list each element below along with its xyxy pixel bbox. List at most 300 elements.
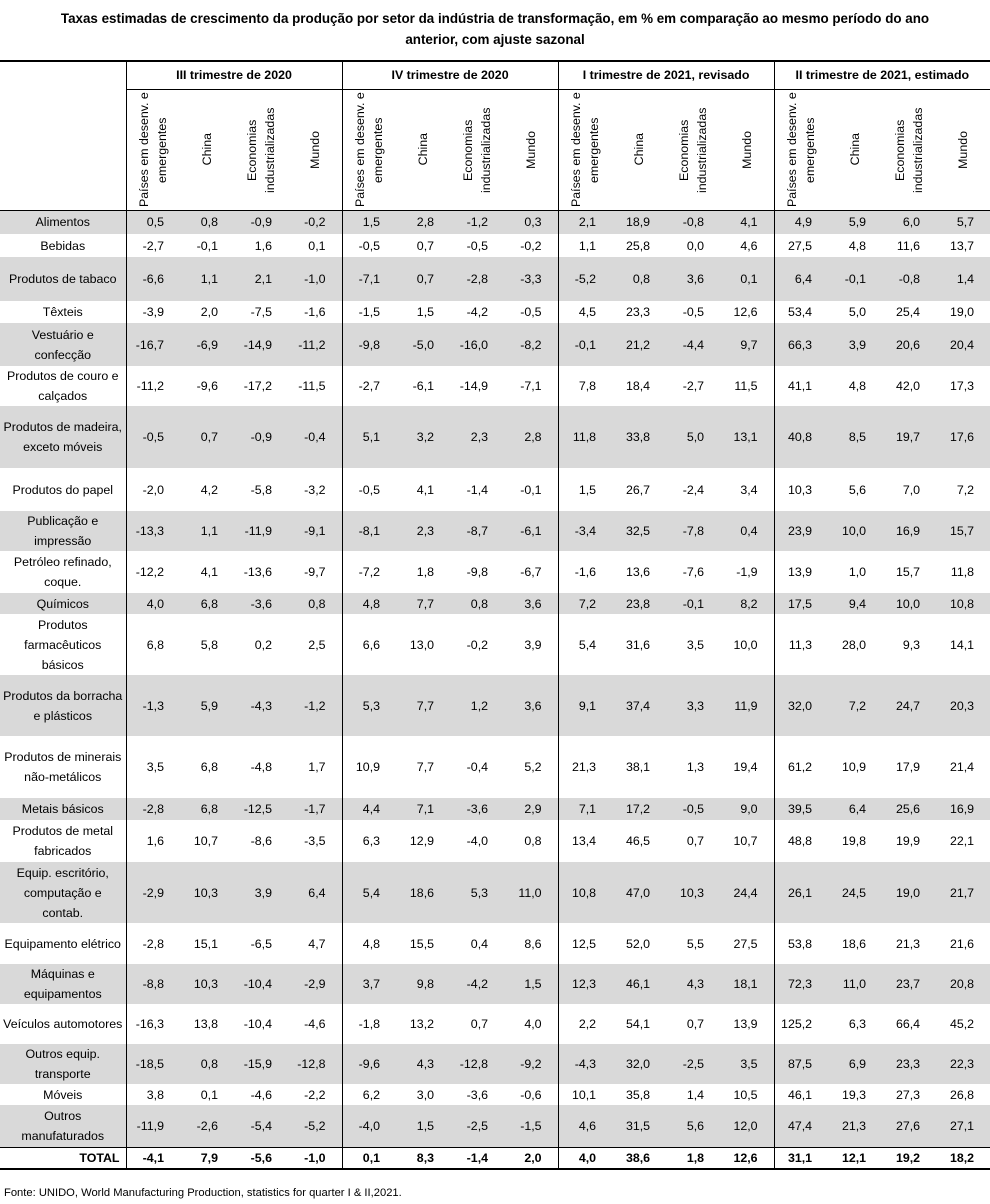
source-note: Fonte: UNIDO, World Manufacturing Production, statistics for quarter I & II,2021. (4, 1187, 402, 1199)
value-cell: 19,3 (841, 1087, 867, 1102)
value-cell: -8,7 (450, 511, 504, 551)
value-cell: -18,5 (126, 1044, 180, 1084)
value-cell: 7,1 (558, 798, 612, 820)
value-cell: 14,1 (949, 637, 975, 652)
value-cell: -3,3 (504, 257, 558, 301)
value-cell: 17,9 (895, 760, 921, 774)
value-cell: 13,7 (949, 238, 975, 253)
value-cell: -16,0 (450, 323, 504, 366)
value-cell: 6,8 (180, 593, 234, 614)
quarter-header: IV trimestre de 2020 (342, 61, 558, 89)
column-header-label: China (632, 133, 647, 166)
value-cell: -2,6 (180, 1105, 234, 1147)
column-header-label: Países em desenv. e emergentes (353, 92, 386, 207)
table-row (0, 366, 990, 406)
value-cell: 13,9 (720, 1004, 774, 1044)
value-cell: 11,8 (558, 406, 612, 468)
value-cell: -6,1 (504, 511, 558, 551)
value-cell: 23,7 (882, 964, 936, 1004)
value-cell: 38,1 (625, 760, 651, 774)
value-cell: 25,6 (882, 798, 936, 820)
value-cell: -0,6 (504, 1084, 558, 1105)
value-cell: 27,5 (787, 238, 813, 253)
value-cell: 5,0 (666, 406, 720, 468)
value-cell: -17,2 (243, 379, 272, 393)
value-cell: 27,6 (882, 1105, 936, 1147)
table-row (0, 964, 990, 1004)
value-cell: 7,2 (558, 593, 612, 614)
row-label: Metais básicos (0, 798, 126, 820)
value-cell: 5,3 (450, 862, 504, 923)
value-cell: 32,0 (612, 1044, 666, 1084)
value-cell: 16,9 (882, 511, 936, 551)
column-header-label: Países em desenv. e emergentes (785, 92, 818, 207)
value-cell: 8,6 (504, 923, 558, 964)
value-cell: -0,8 (666, 210, 720, 234)
value-cell: -4,2 (450, 964, 504, 1004)
value-cell: 6,4 (828, 798, 882, 820)
value-cell: 10,0 (720, 614, 774, 675)
value-cell: -3,4 (558, 511, 612, 551)
value-cell: 46,5 (625, 834, 651, 848)
value-cell: 17,2 (612, 798, 666, 820)
value-cell: -5,2 (288, 1105, 342, 1147)
value-cell: 0,7 (416, 238, 435, 253)
value-cell: 4,3 (666, 964, 720, 1004)
value-cell: 23,3 (882, 1044, 936, 1084)
column-header-label: China (200, 133, 214, 166)
quarter-header-row (0, 61, 990, 89)
value-cell: 5,9 (828, 210, 882, 234)
value-cell: -5,0 (396, 323, 450, 366)
table-row (0, 1004, 990, 1044)
value-cell: 18,4 (625, 379, 651, 393)
table-row (0, 257, 990, 301)
value-cell: 35,8 (625, 1087, 651, 1102)
value-cell: 13,4 (571, 834, 597, 848)
value-cell: 0,7 (180, 406, 234, 468)
value-cell: -2,7 (682, 379, 705, 393)
value-cell: 6,8 (146, 637, 164, 652)
value-cell: -12,2 (135, 565, 164, 579)
value-cell: -11,2 (288, 323, 342, 366)
value-cell: 9,1 (558, 675, 612, 736)
value-cell: 0,2 (254, 637, 272, 652)
value-cell: 15,5 (409, 936, 435, 951)
value-cell: 8,3 (396, 1147, 450, 1169)
value-cell: 25,4 (895, 305, 921, 319)
value-cell: 9,8 (396, 964, 450, 1004)
value-cell: 3,9 (504, 614, 558, 675)
value-cell: 1,8 (666, 1147, 720, 1169)
value-cell: 4,0 (558, 1147, 612, 1169)
value-cell: 0,1 (200, 1087, 218, 1102)
column-header-label: Economias industrializadas (893, 106, 926, 193)
table-row (0, 614, 990, 675)
value-cell: 6,4 (288, 862, 342, 923)
value-cell: 7,9 (180, 1147, 234, 1169)
value-cell: 33,8 (612, 406, 666, 468)
value-cell: 4,1 (416, 482, 435, 497)
value-cell: 13,0 (409, 637, 435, 652)
value-cell: -4,8 (250, 760, 272, 774)
value-cell: -6,6 (126, 257, 180, 301)
row-label: Vestuário e confecção (0, 323, 126, 366)
value-cell: -8,1 (342, 511, 396, 551)
quarter-header: II trimestre de 2021, estimado (774, 61, 990, 89)
column-header (720, 89, 774, 210)
value-cell: 5,6 (848, 482, 867, 497)
value-cell: 5,6 (666, 1105, 720, 1147)
value-cell: 21,3 (571, 760, 597, 774)
value-cell: 1,0 (848, 565, 867, 579)
value-cell: 7,2 (828, 675, 882, 736)
value-cell: 1,1 (578, 238, 597, 253)
table-row (0, 675, 990, 736)
column-header (882, 89, 936, 210)
value-cell: 5,0 (848, 305, 867, 319)
value-cell: -1,2 (450, 210, 504, 234)
value-cell: -13,6 (243, 565, 272, 579)
value-cell: 7,7 (396, 593, 450, 614)
value-cell: 1,4 (686, 1087, 705, 1102)
value-cell: 7,0 (902, 482, 921, 497)
row-label: Móveis (0, 1084, 126, 1105)
value-cell: 25,8 (625, 238, 651, 253)
value-cell: -1,9 (720, 551, 774, 593)
value-cell: -0,2 (466, 637, 489, 652)
quarter-header: I trimestre de 2021, revisado (558, 61, 774, 89)
value-cell: -0,1 (828, 257, 882, 301)
total-row (0, 1147, 990, 1169)
table-row (0, 323, 990, 366)
column-header (558, 89, 612, 210)
column-header-label: Países em desenv. e emergentes (137, 92, 170, 207)
value-cell: -12,5 (234, 798, 288, 820)
table-row (0, 820, 990, 862)
value-cell: 9,0 (720, 798, 774, 820)
value-cell: 11,0 (828, 964, 882, 1004)
column-header-label: China (416, 133, 431, 166)
value-cell: 1,1 (180, 257, 234, 301)
value-cell: 12,6 (720, 301, 774, 323)
value-cell: -2,7 (358, 379, 381, 393)
value-cell: 0,7 (396, 257, 450, 301)
row-label: Produtos de metal fabricados (0, 820, 126, 862)
value-cell: 6,0 (882, 210, 936, 234)
value-cell: -14,9 (234, 323, 288, 366)
value-cell: -12,8 (450, 1044, 504, 1084)
value-cell: -6,7 (504, 551, 558, 593)
column-header (396, 89, 450, 210)
value-cell: 10,8 (558, 862, 612, 923)
value-cell: -9,1 (288, 511, 342, 551)
value-cell: 2,2 (578, 1017, 597, 1031)
value-cell: 3,4 (720, 468, 774, 511)
value-cell: -9,8 (466, 565, 489, 579)
value-cell: 3,5 (146, 760, 164, 774)
value-cell: 22,1 (949, 834, 975, 848)
value-cell: 11,6 (896, 238, 921, 253)
value-cell: -5,4 (234, 1105, 288, 1147)
value-cell: -1,5 (504, 1105, 558, 1147)
value-cell: 3,9 (234, 862, 288, 923)
value-cell: 23,3 (625, 305, 651, 319)
value-cell: 21,4 (949, 760, 975, 774)
column-header (936, 89, 990, 210)
value-cell: -1,7 (288, 798, 342, 820)
table-row (0, 301, 990, 323)
value-cell: 4,2 (200, 482, 218, 497)
value-cell: 26,1 (774, 862, 828, 923)
column-header (612, 89, 666, 210)
value-cell: 19,2 (882, 1147, 936, 1169)
value-cell: -13,3 (126, 511, 180, 551)
value-cell: -5,2 (558, 257, 612, 301)
title-line-2: anterior, com ajuste sazonal (405, 32, 585, 47)
value-cell: 19,0 (882, 862, 936, 923)
value-cell: 0,7 (686, 1017, 705, 1031)
value-cell: 24,7 (882, 675, 936, 736)
value-cell: 19,4 (720, 736, 774, 798)
value-cell: 6,3 (362, 834, 381, 848)
row-label: Veículos automotores (0, 1004, 126, 1044)
value-cell: 32,5 (612, 511, 666, 551)
value-cell: 13,8 (193, 1017, 218, 1031)
value-cell: 1,4 (936, 257, 990, 301)
value-cell: 10,0 (882, 593, 936, 614)
value-cell: 0,5 (126, 210, 180, 234)
column-header (828, 89, 882, 210)
value-cell: 19,7 (882, 406, 936, 468)
value-cell: -4,6 (250, 1087, 272, 1102)
value-cell: 72,3 (774, 964, 828, 1004)
value-cell: 1,2 (450, 675, 504, 736)
value-cell: -1,2 (288, 675, 342, 736)
row-label: Outros manufaturados (0, 1105, 126, 1147)
value-cell: 20,6 (882, 323, 936, 366)
row-label: Petróleo refinado, coque. (0, 551, 126, 593)
value-cell: 4,8 (342, 593, 396, 614)
value-cell: 7,7 (416, 760, 435, 774)
column-header-label: Mundo (307, 130, 322, 169)
value-cell: 17,6 (936, 406, 990, 468)
value-cell: 1,8 (416, 565, 435, 579)
value-cell: 2,0 (504, 1147, 558, 1169)
value-cell: 8,5 (828, 406, 882, 468)
value-cell: 4,6 (558, 1105, 612, 1147)
value-cell: -5,8 (250, 482, 272, 497)
value-cell: 0,8 (450, 593, 504, 614)
value-cell: 0,1 (720, 257, 774, 301)
value-cell: -0,1 (196, 238, 218, 253)
row-label: Produtos de tabaco (0, 257, 126, 301)
value-cell: 9,3 (902, 637, 921, 652)
value-cell: 3,5 (686, 637, 705, 652)
value-cell: 11,8 (950, 565, 975, 579)
value-cell: 10,3 (180, 862, 234, 923)
value-cell: 5,9 (180, 675, 234, 736)
value-cell: 3,9 (828, 323, 882, 366)
value-cell: -0,4 (288, 406, 342, 468)
value-cell: 12,0 (720, 1105, 774, 1147)
value-cell: -1,3 (126, 675, 180, 736)
value-cell: 27,3 (895, 1087, 921, 1102)
value-cell: 3,0 (416, 1087, 435, 1102)
row-label: Têxteis (0, 301, 126, 323)
table-row (0, 210, 990, 234)
table-row (0, 1105, 990, 1147)
value-cell: 21,3 (895, 936, 921, 951)
value-cell: 18,9 (612, 210, 666, 234)
value-cell: 3,3 (666, 675, 720, 736)
value-cell: -2,8 (450, 257, 504, 301)
value-cell: 4,0 (126, 593, 180, 614)
value-cell: 11,0 (504, 862, 558, 923)
value-cell: 10,9 (841, 760, 867, 774)
value-cell: 3,8 (146, 1087, 164, 1102)
row-label: Produtos farmacêuticos básicos (0, 614, 126, 675)
value-cell: -8,8 (126, 964, 180, 1004)
value-cell: -7,8 (666, 511, 720, 551)
row-label: Produtos da borracha e plásticos (0, 675, 126, 736)
value-cell: -6,9 (180, 323, 234, 366)
value-cell: 5,7 (936, 210, 990, 234)
value-cell: 16,9 (936, 798, 990, 820)
value-cell: 17,3 (949, 379, 975, 393)
value-cell: 45,2 (949, 1017, 975, 1031)
column-header-label: Mundo (523, 130, 538, 169)
value-cell: 1,5 (342, 210, 396, 234)
value-cell: 11,3 (788, 637, 813, 652)
value-cell: 46,1 (787, 1087, 813, 1102)
value-cell: -15,9 (234, 1044, 288, 1084)
value-cell: -0,5 (682, 305, 705, 319)
value-cell: 3,6 (504, 675, 558, 736)
value-cell: 15,7 (936, 511, 990, 551)
value-cell: -4,6 (288, 1004, 342, 1044)
table-row (0, 1084, 990, 1105)
value-cell: 0,1 (342, 1147, 396, 1169)
value-cell: -3,5 (288, 820, 342, 862)
value-cell: 2,0 (200, 305, 218, 319)
value-cell: 20,4 (936, 323, 990, 366)
value-cell: -4,1 (126, 1147, 180, 1169)
value-cell: 18,1 (720, 964, 774, 1004)
value-cell: -0,2 (288, 210, 342, 234)
value-cell: 5,3 (342, 675, 396, 736)
value-cell: 18,6 (396, 862, 450, 923)
value-cell: -1,4 (450, 1147, 504, 1169)
value-cell: 6,8 (180, 798, 234, 820)
column-header (666, 89, 720, 210)
value-cell: -0,9 (234, 406, 288, 468)
value-cell: 48,8 (787, 834, 813, 848)
value-cell: -2,9 (288, 964, 342, 1004)
column-header-label: Mundo (739, 130, 754, 169)
column-header-label: Mundo (956, 130, 971, 169)
value-cell: 26,7 (625, 482, 651, 497)
value-cell: -16,3 (135, 1017, 164, 1031)
value-cell: 3,2 (396, 406, 450, 468)
value-cell: -0,2 (504, 234, 558, 257)
value-cell: 19,8 (841, 834, 867, 848)
column-header (342, 89, 396, 210)
value-cell: 5,5 (686, 936, 705, 951)
value-cell: -0,5 (358, 482, 381, 497)
value-cell: -4,2 (466, 305, 489, 319)
value-cell: -0,5 (666, 798, 720, 820)
value-cell: 13,9 (787, 565, 813, 579)
value-cell: -0,8 (882, 257, 936, 301)
value-cell: 4,8 (848, 238, 867, 253)
column-header-label: Economias industrializadas (461, 106, 494, 193)
value-cell: -11,5 (288, 366, 342, 406)
value-cell: -0,5 (126, 406, 180, 468)
value-cell: 4,9 (774, 210, 828, 234)
table-row (0, 862, 990, 923)
value-cell: 11,5 (720, 366, 774, 406)
value-cell: 2,3 (450, 406, 504, 468)
value-cell: 1,5 (396, 1105, 450, 1147)
value-cell: 2,3 (396, 511, 450, 551)
value-cell: 4,8 (848, 379, 867, 393)
value-cell: 10,0 (828, 511, 882, 551)
value-cell: -0,9 (234, 210, 288, 234)
value-cell: 22,3 (936, 1044, 990, 1084)
column-header (126, 89, 180, 210)
value-cell: 1,5 (504, 964, 558, 1004)
value-cell: 21,7 (936, 862, 990, 923)
value-cell: 7,8 (578, 379, 597, 393)
value-cell: 2,5 (288, 614, 342, 675)
value-cell: 2,1 (234, 257, 288, 301)
value-cell: 24,5 (828, 862, 882, 923)
value-cell: 12,6 (720, 1147, 774, 1169)
table-row (0, 1044, 990, 1084)
row-label: Máquinas e equipamentos (0, 964, 126, 1004)
value-cell: 28,0 (841, 637, 867, 652)
value-cell: 5,4 (578, 637, 597, 652)
value-cell: 38,6 (612, 1147, 666, 1169)
value-cell: -8,6 (250, 834, 272, 848)
value-cell: -7,6 (682, 565, 705, 579)
value-cell: 20,3 (936, 675, 990, 736)
value-cell: -1,6 (288, 301, 342, 323)
value-cell: 125,2 (781, 1017, 813, 1031)
value-cell: 4,8 (362, 936, 381, 951)
value-cell: 10,1 (571, 1087, 597, 1102)
row-label: Produtos de madeira, exceto móveis (0, 406, 126, 468)
value-cell: 0,7 (470, 1017, 489, 1031)
value-cell: 0,8 (288, 593, 342, 614)
value-cell: 2,1 (558, 210, 612, 234)
table-row (0, 593, 990, 614)
value-cell: 17,5 (774, 593, 828, 614)
value-cell: 1,6 (254, 238, 272, 253)
table-title (0, 8, 990, 50)
value-cell: 18,2 (936, 1147, 990, 1169)
value-cell: -9,7 (288, 551, 342, 593)
value-cell: -8,2 (504, 323, 558, 366)
value-cell: 6,2 (362, 1087, 381, 1102)
value-cell: 12,5 (571, 936, 597, 951)
value-cell: 52,0 (625, 936, 651, 951)
row-label: Alimentos (0, 210, 126, 234)
value-cell: 10,7 (720, 820, 774, 862)
value-cell: 21,6 (949, 936, 975, 951)
row-label: Bebidas (0, 234, 126, 257)
